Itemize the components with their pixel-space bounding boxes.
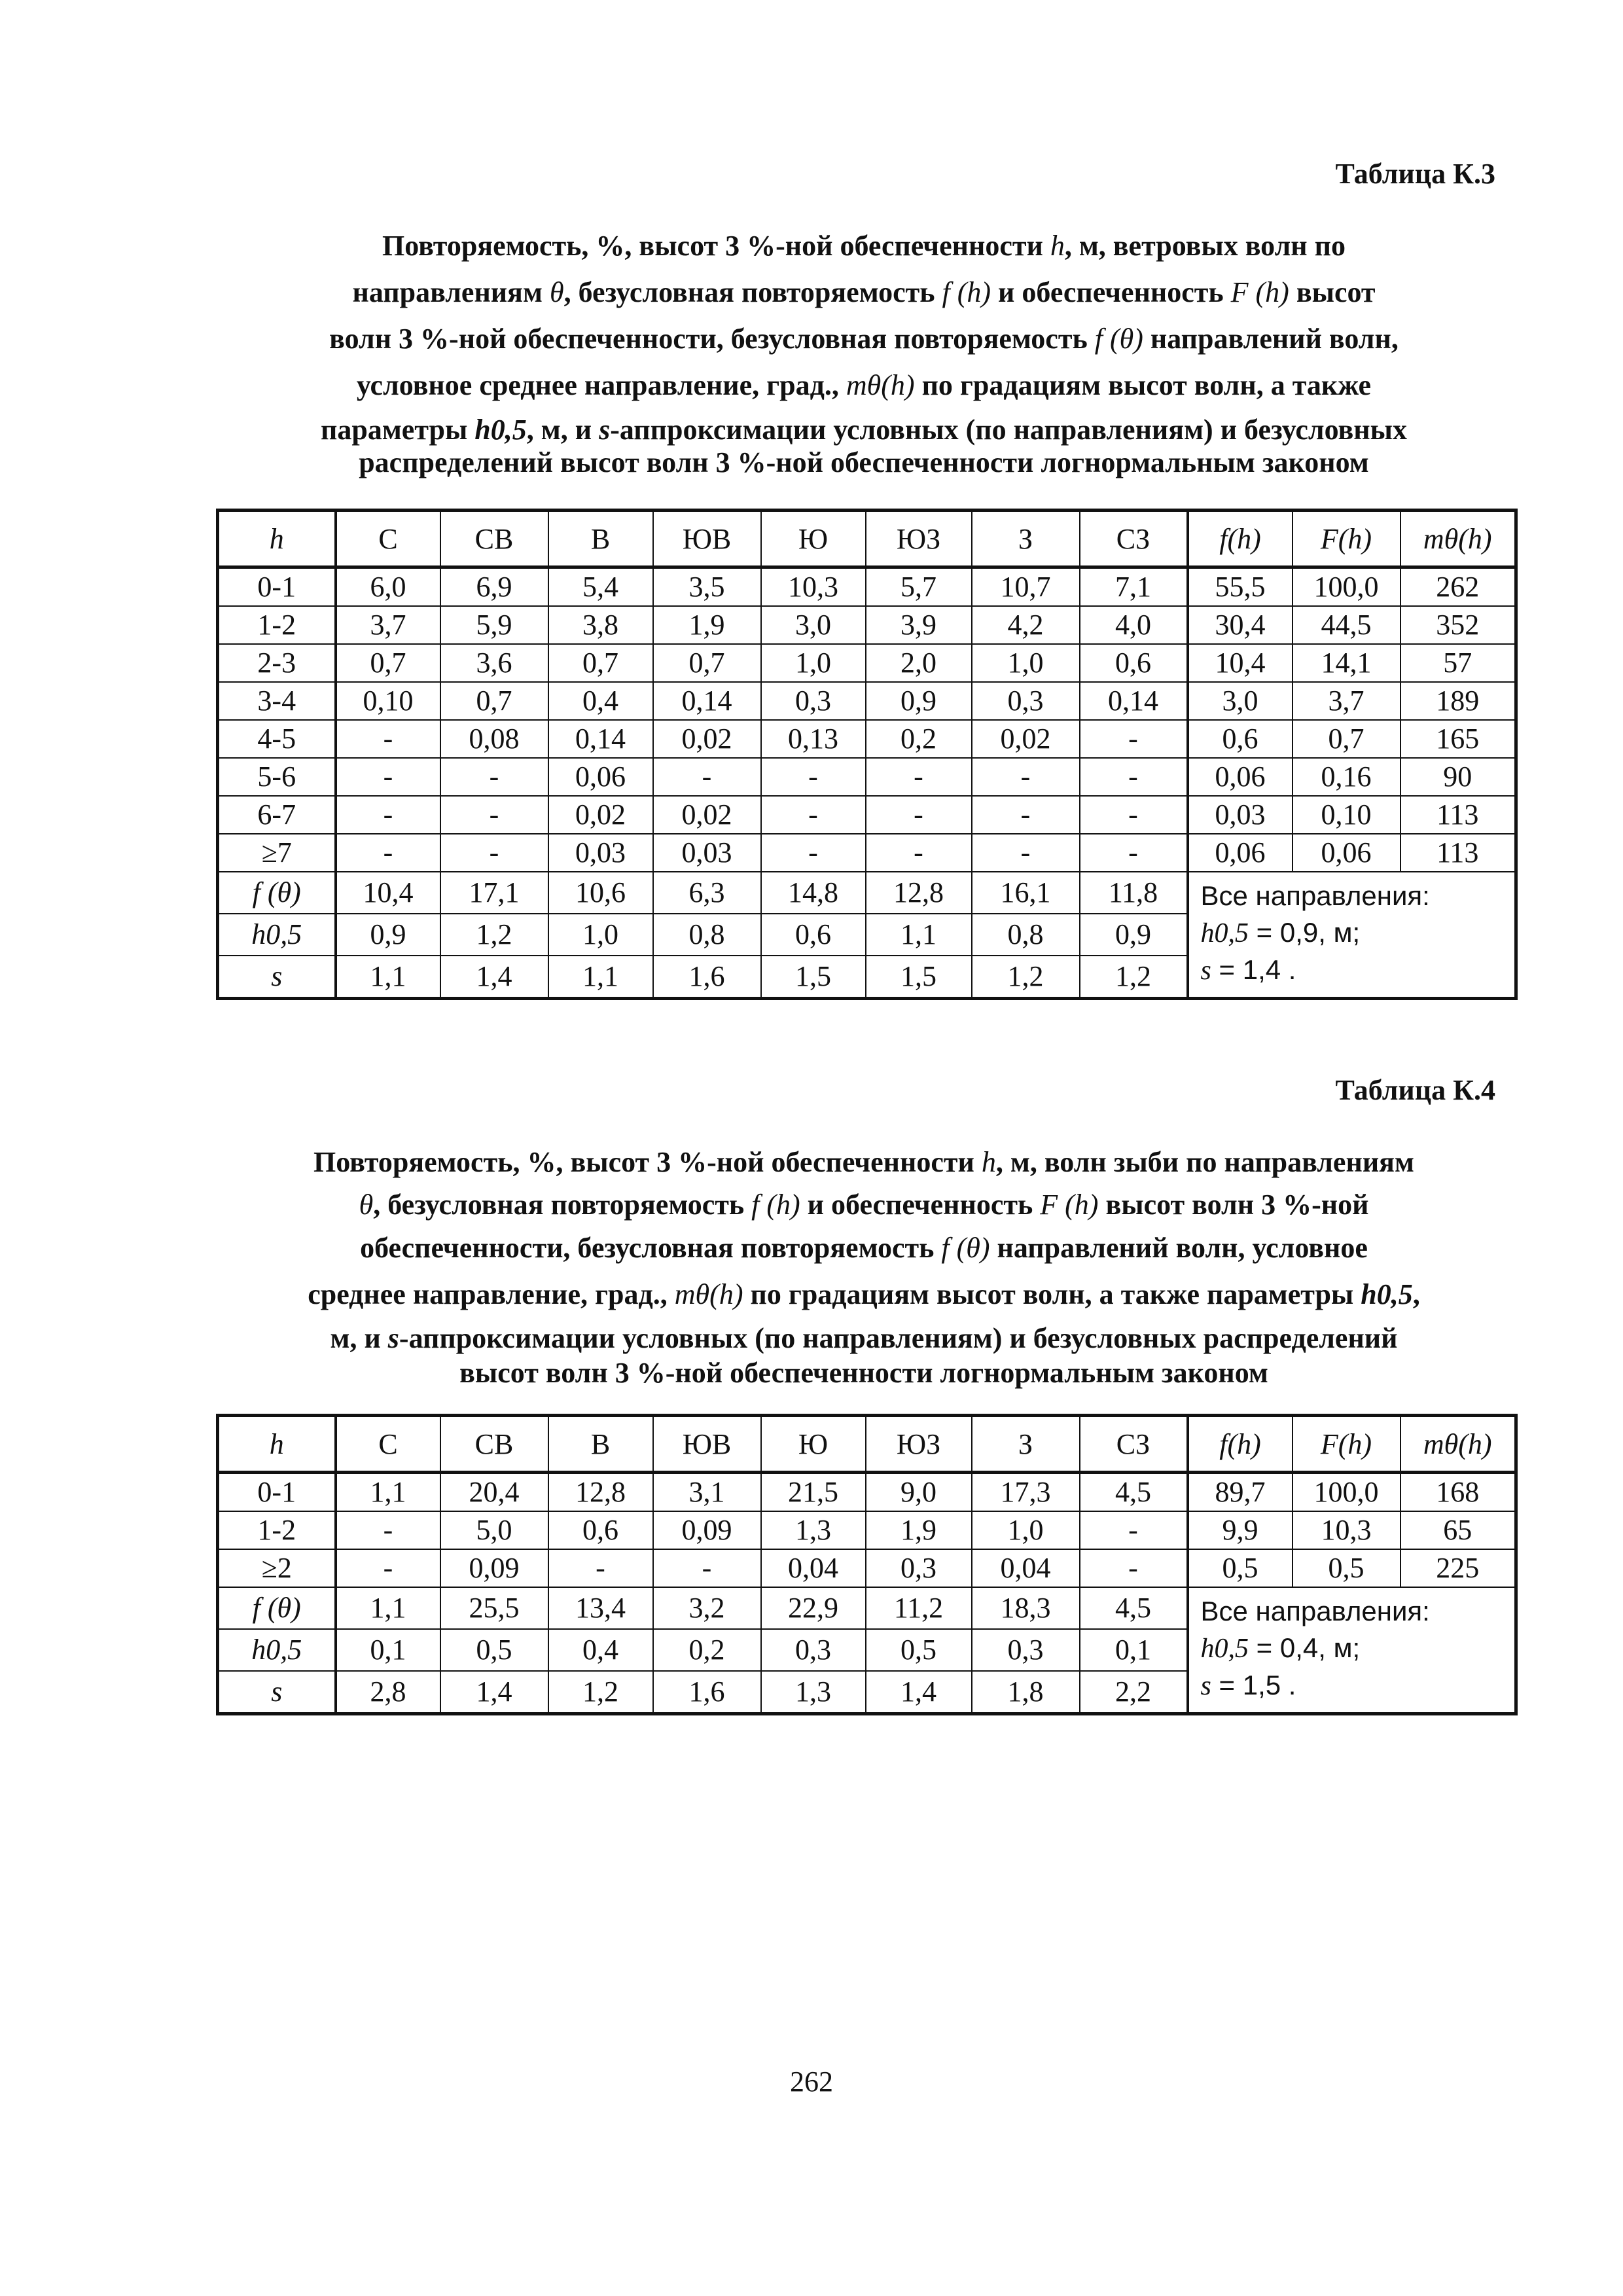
header-cell: З — [972, 511, 1080, 567]
table-cell: 1,5 — [866, 956, 972, 999]
table-cell: 0,09 — [653, 1511, 761, 1549]
header-cell: СЗ — [1080, 511, 1188, 567]
f-theta-row — [218, 872, 1516, 914]
table-cell: 0,9 — [336, 914, 440, 956]
header-cell: З — [972, 1416, 1080, 1473]
table-cell: 1,3 — [761, 1671, 866, 1714]
table-cell: 0,8 — [972, 914, 1080, 956]
table-cell: 4,5 — [1080, 1587, 1188, 1629]
table-cell: 89,7 — [1188, 1473, 1293, 1512]
table-cell: - — [972, 758, 1080, 796]
table-cell: 0,5 — [1188, 1549, 1293, 1587]
table-cell: - — [1080, 834, 1188, 872]
table-cell: - — [336, 1511, 440, 1549]
table-k4 — [216, 1414, 1518, 1715]
table-cell: 5,4 — [548, 567, 653, 607]
table-k3-header-row — [218, 511, 1516, 567]
table-cell: 5,0 — [440, 1511, 548, 1549]
table-cell: 16,1 — [972, 872, 1080, 914]
table-cell: - — [1080, 1511, 1188, 1549]
table-cell: 0,6 — [548, 1511, 653, 1549]
table-cell: - — [761, 758, 866, 796]
table-cell: 1,4 — [440, 1671, 548, 1714]
table-cell: 0,5 — [866, 1629, 972, 1671]
header-cell: В — [548, 511, 653, 567]
table-cell: 11,2 — [866, 1587, 972, 1629]
table-cell: 1,2 — [972, 956, 1080, 999]
table-cell: 10,6 — [548, 872, 653, 914]
table-cell: 44,5 — [1293, 606, 1400, 644]
table-cell: 0,10 — [1293, 796, 1400, 834]
table-cell: 0,06 — [1293, 834, 1400, 872]
table-cell: 100,0 — [1293, 567, 1400, 607]
table-cell: 1,8 — [972, 1671, 1080, 1714]
table-cell: - — [336, 796, 440, 834]
table-cell: 262 — [1400, 567, 1516, 607]
table-cell: - — [336, 834, 440, 872]
table-k3-label: Таблица К.3 — [1335, 158, 1495, 190]
table-cell: 3,9 — [866, 606, 972, 644]
header-cell: ЮЗ — [866, 1416, 972, 1473]
table-cell: 65 — [1400, 1511, 1516, 1549]
table-cell: 0,7 — [653, 644, 761, 682]
table-cell: 0,09 — [440, 1549, 548, 1587]
table-cell: 0,08 — [440, 720, 548, 758]
table-row — [218, 644, 1516, 682]
table-cell: 0,6 — [1188, 720, 1293, 758]
row-label-cell: 1-2 — [218, 606, 336, 644]
table-cell: 0,7 — [336, 644, 440, 682]
h05-label: h0,5 — [218, 914, 336, 956]
table-cell: 1,3 — [761, 1511, 866, 1549]
table-cell: 352 — [1400, 606, 1516, 644]
table-cell: 2,8 — [336, 1671, 440, 1714]
table-cell: 30,4 — [1188, 606, 1293, 644]
table-cell: 10,3 — [761, 567, 866, 607]
table-cell: 0,02 — [972, 720, 1080, 758]
all-directions-summary — [1188, 872, 1516, 999]
table-cell: 9,9 — [1188, 1511, 1293, 1549]
row-label-cell: 0-1 — [218, 567, 336, 607]
header-cell: СВ — [440, 1416, 548, 1473]
table-row — [218, 758, 1516, 796]
table-cell: 11,8 — [1080, 872, 1188, 914]
header-cell: f(h) — [1188, 1416, 1293, 1473]
row-label-cell: 2-3 — [218, 644, 336, 682]
f-theta-row — [218, 1587, 1516, 1629]
table-cell: - — [440, 758, 548, 796]
table-cell: - — [761, 796, 866, 834]
table-cell: 0,10 — [336, 682, 440, 720]
table-cell: 1,1 — [866, 914, 972, 956]
table-row — [218, 720, 1516, 758]
table-cell: 3,0 — [761, 606, 866, 644]
table-cell: 0,2 — [866, 720, 972, 758]
header-cell: ЮВ — [653, 1416, 761, 1473]
table-cell: 0,7 — [1293, 720, 1400, 758]
table-cell: 0,02 — [653, 796, 761, 834]
table-cell: 0,14 — [548, 720, 653, 758]
table-cell: 7,1 — [1080, 567, 1188, 607]
table-cell: 0,02 — [548, 796, 653, 834]
header-cell: СВ — [440, 511, 548, 567]
row-label-cell: 0-1 — [218, 1473, 336, 1512]
table-cell: 1,4 — [866, 1671, 972, 1714]
row-label-cell: 6-7 — [218, 796, 336, 834]
table-cell: 100,0 — [1293, 1473, 1400, 1512]
table-cell: 0,6 — [1080, 644, 1188, 682]
table-cell: 3,7 — [1293, 682, 1400, 720]
table-cell: 5,7 — [866, 567, 972, 607]
table-cell: 225 — [1400, 1549, 1516, 1587]
table-cell: 0,5 — [440, 1629, 548, 1671]
f-theta-label: f (θ) — [218, 872, 336, 914]
table-cell: 0,3 — [972, 682, 1080, 720]
table-cell: 1,2 — [440, 914, 548, 956]
table-cell: 168 — [1400, 1473, 1516, 1512]
header-cell: mθ(h) — [1400, 1416, 1516, 1473]
table-cell: 25,5 — [440, 1587, 548, 1629]
summary-s: s = 1,5 . — [1200, 1670, 1296, 1701]
table-cell: 0,06 — [548, 758, 653, 796]
table-cell: 1,9 — [653, 606, 761, 644]
table-cell: 113 — [1400, 796, 1516, 834]
table-k4-caption: Повторяемость, %, высот 3 %-ной обеспеченности h, м, волн зыби по направлениям θ, безусловная повторяемость f (h) и обеспеченность F (h) высот волн 3 %-ной обеспеченности, безусловная повторяемость f (θ) направлений волн, условное среднее направление, град., mθ(h) по градациям высот волн, а также параметры h0,5, м, и s-аппроксимации условных (по направлениям) и безусловных распределений высот волн 3 %-ной обеспеченности логнормальным законом — [308, 1146, 1420, 1389]
table-row — [218, 567, 1516, 607]
table-cell: 0,2 — [653, 1629, 761, 1671]
table-cell: 1,6 — [653, 956, 761, 999]
table-cell: 1,6 — [653, 1671, 761, 1714]
table-k4-label: Таблица К.4 — [1335, 1074, 1495, 1106]
table-row — [218, 682, 1516, 720]
table-cell: 0,6 — [761, 914, 866, 956]
table-row — [218, 834, 1516, 872]
table-cell: 10,4 — [336, 872, 440, 914]
table-cell: 10,7 — [972, 567, 1080, 607]
table-cell: 10,4 — [1188, 644, 1293, 682]
summary-h05: h0,5 = 0,4, м; — [1200, 1632, 1361, 1664]
header-cell: С — [336, 1416, 440, 1473]
table-cell: - — [440, 796, 548, 834]
table-cell: 1,1 — [548, 956, 653, 999]
table-cell: 1,0 — [972, 1511, 1080, 1549]
table-cell: 3,0 — [1188, 682, 1293, 720]
table-cell: - — [972, 796, 1080, 834]
table-cell: 2,0 — [866, 644, 972, 682]
header-cell: Ю — [761, 1416, 866, 1473]
summary-h05: h0,5 = 0,9, м; — [1200, 917, 1361, 948]
table-row — [218, 1511, 1516, 1549]
table-cell: 0,04 — [972, 1549, 1080, 1587]
table-cell: 6,3 — [653, 872, 761, 914]
table-cell: 0,06 — [1188, 758, 1293, 796]
table-row — [218, 1549, 1516, 1587]
header-cell: ЮЗ — [866, 511, 972, 567]
table-cell: - — [336, 1549, 440, 1587]
page-number: 262 — [790, 2066, 833, 2098]
table-cell: 20,4 — [440, 1473, 548, 1512]
table-k3 — [216, 509, 1518, 1000]
table-cell: - — [1080, 796, 1188, 834]
table-cell: 0,9 — [1080, 914, 1188, 956]
f-theta-label: f (θ) — [218, 1587, 336, 1629]
table-cell: - — [1080, 720, 1188, 758]
table-cell: 14,1 — [1293, 644, 1400, 682]
table-cell: 55,5 — [1188, 567, 1293, 607]
table-cell: 9,0 — [866, 1473, 972, 1512]
table-cell: 2,2 — [1080, 1671, 1188, 1714]
table-cell: 12,8 — [866, 872, 972, 914]
table-cell: 14,8 — [761, 872, 866, 914]
header-cell: ЮВ — [653, 511, 761, 567]
table-cell: 0,3 — [866, 1549, 972, 1587]
table-row — [218, 1473, 1516, 1512]
table-cell: 0,7 — [440, 682, 548, 720]
table-cell: 165 — [1400, 720, 1516, 758]
header-cell: F(h) — [1293, 511, 1400, 567]
table-cell: 189 — [1400, 682, 1516, 720]
table-cell: 10,3 — [1293, 1511, 1400, 1549]
table-cell: - — [440, 834, 548, 872]
all-directions-summary — [1188, 1587, 1516, 1714]
row-label-cell: 1-2 — [218, 1511, 336, 1549]
table-cell: - — [972, 834, 1080, 872]
table-cell: - — [653, 1549, 761, 1587]
table-cell: 0,03 — [653, 834, 761, 872]
table-cell: 1,1 — [336, 1587, 440, 1629]
summary-title: Все направления: — [1200, 1596, 1430, 1626]
table-cell: 0,16 — [1293, 758, 1400, 796]
table-cell: 3,8 — [548, 606, 653, 644]
table-cell: - — [548, 1549, 653, 1587]
table-cell: 3,5 — [653, 567, 761, 607]
table-cell: 13,4 — [548, 1587, 653, 1629]
table-cell: - — [761, 834, 866, 872]
header-cell: mθ(h) — [1400, 511, 1516, 567]
table-cell: 6,0 — [336, 567, 440, 607]
table-cell: - — [866, 758, 972, 796]
table-cell: 1,5 — [761, 956, 866, 999]
s-label: s — [218, 1671, 336, 1714]
table-cell: 57 — [1400, 644, 1516, 682]
summary-title: Все направления: — [1200, 880, 1430, 911]
header-cell: h — [218, 511, 336, 567]
table-cell: 1,2 — [548, 1671, 653, 1714]
table-cell: 0,5 — [1293, 1549, 1400, 1587]
table-cell: 1,0 — [761, 644, 866, 682]
table-cell: 4,5 — [1080, 1473, 1188, 1512]
row-label-cell: ≥7 — [218, 834, 336, 872]
table-cell: 18,3 — [972, 1587, 1080, 1629]
header-cell: СЗ — [1080, 1416, 1188, 1473]
table-cell: 17,1 — [440, 872, 548, 914]
table-cell: 12,8 — [548, 1473, 653, 1512]
header-cell: Ю — [761, 511, 866, 567]
table-cell: - — [866, 834, 972, 872]
table-cell: 1,0 — [548, 914, 653, 956]
table-cell: - — [653, 758, 761, 796]
header-cell: F(h) — [1293, 1416, 1400, 1473]
table-k3-caption: Повторяемость, %, высот 3 %-ной обеспеченности h, м, ветровых волн по направлениям θ, безусловная повторяемость f (h) и обеспеченность F (h) высот волн 3 %-ной обеспеченности, безусловная повторяемость f (θ) направлений волн, условное среднее направление, град., mθ(h) по градациям высот волн, а также параметры h0,5, м, и s-аппроксимации условных (по направлениям) и безусловных распределений высот волн 3 %-ной обеспеченности логнормальным законом — [321, 230, 1407, 478]
table-cell: 0,8 — [653, 914, 761, 956]
table-cell: 1,1 — [336, 956, 440, 999]
table-cell: 0,03 — [548, 834, 653, 872]
table-cell: 5,9 — [440, 606, 548, 644]
table-cell: 0,06 — [1188, 834, 1293, 872]
table-cell: 90 — [1400, 758, 1516, 796]
table-k4-header-row — [218, 1416, 1516, 1473]
table-cell: 0,4 — [548, 682, 653, 720]
table-cell: 4,0 — [1080, 606, 1188, 644]
row-label-cell: ≥2 — [218, 1549, 336, 1587]
table-cell: 22,9 — [761, 1587, 866, 1629]
header-cell: f(h) — [1188, 511, 1293, 567]
table-cell: - — [866, 796, 972, 834]
table-cell: 0,03 — [1188, 796, 1293, 834]
table-cell: 0,13 — [761, 720, 866, 758]
table-cell: 1,2 — [1080, 956, 1188, 999]
table-cell: 3,1 — [653, 1473, 761, 1512]
table-cell: 6,9 — [440, 567, 548, 607]
table-cell: 21,5 — [761, 1473, 866, 1512]
table-cell: 1,4 — [440, 956, 548, 999]
table-cell: 3,6 — [440, 644, 548, 682]
summary-s: s = 1,4 . — [1200, 954, 1296, 986]
header-cell: В — [548, 1416, 653, 1473]
table-cell: 0,14 — [1080, 682, 1188, 720]
table-cell: 0,04 — [761, 1549, 866, 1587]
s-label: s — [218, 956, 336, 999]
table-cell: 3,7 — [336, 606, 440, 644]
table-cell: 3,2 — [653, 1587, 761, 1629]
table-cell: 0,3 — [761, 1629, 866, 1671]
table-cell: 0,9 — [866, 682, 972, 720]
table-cell: 1,9 — [866, 1511, 972, 1549]
row-label-cell: 3-4 — [218, 682, 336, 720]
row-label-cell: 4-5 — [218, 720, 336, 758]
table-cell: - — [336, 720, 440, 758]
table-cell: - — [1080, 758, 1188, 796]
header-cell: h — [218, 1416, 336, 1473]
table-cell: 0,3 — [761, 682, 866, 720]
table-cell: 17,3 — [972, 1473, 1080, 1512]
table-cell: - — [336, 758, 440, 796]
table-cell: 1,0 — [972, 644, 1080, 682]
table-cell: 0,1 — [336, 1629, 440, 1671]
table-cell: 4,2 — [972, 606, 1080, 644]
h05-label: h0,5 — [218, 1629, 336, 1671]
table-cell: 0,4 — [548, 1629, 653, 1671]
table-row — [218, 606, 1516, 644]
table-cell: 0,02 — [653, 720, 761, 758]
table-cell: 0,7 — [548, 644, 653, 682]
table-cell: 0,1 — [1080, 1629, 1188, 1671]
table-row — [218, 796, 1516, 834]
table-cell: 1,1 — [336, 1473, 440, 1512]
header-cell: С — [336, 511, 440, 567]
table-cell: - — [1080, 1549, 1188, 1587]
table-cell: 113 — [1400, 834, 1516, 872]
table-cell: 0,14 — [653, 682, 761, 720]
row-label-cell: 5-6 — [218, 758, 336, 796]
table-cell: 0,3 — [972, 1629, 1080, 1671]
